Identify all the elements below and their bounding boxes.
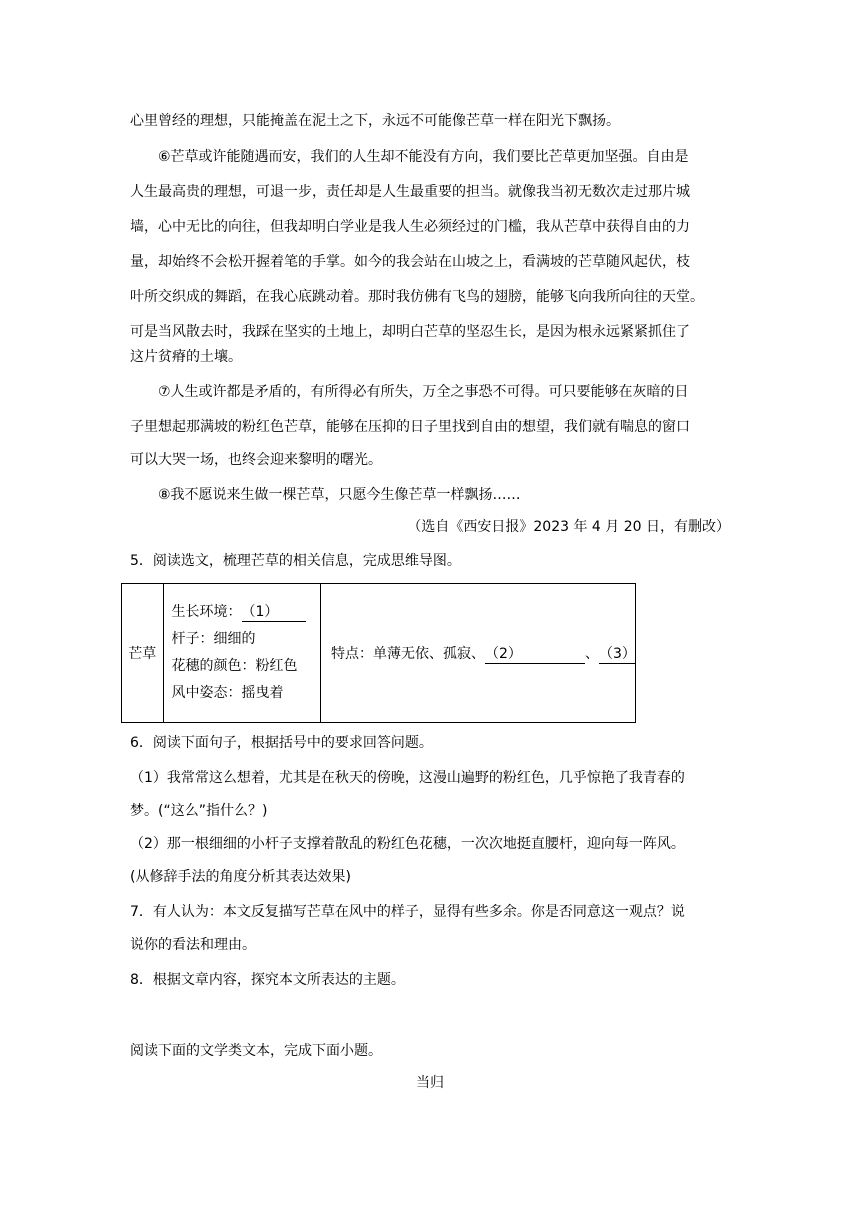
stem-row: 杆子：细细的	[171, 631, 256, 647]
source-citation: （选自《西安日报》2023 年 4 月 20 日，有删改）	[407, 519, 730, 535]
answer-blank-3[interactable]: （3）	[599, 645, 636, 662]
question-6-1: （1）我常常这么想着，尤其是在秋天的傍晚，这漫山遍野的粉红色，几乎惊艳了我青春的	[130, 770, 685, 786]
mind-map-root: 芒草	[122, 584, 164, 723]
question-6-2: （2）那一根细细的小杆子支撑着散乱的粉红色花穗，一次次地挺直腰杆，迎向每一阵风。	[130, 836, 685, 852]
growth-environment-row	[172, 599, 320, 626]
question-7: 7．有人认为：本文反复描写芒草在风中的样子，显得有些多余。你是否同意这一观点？说	[130, 904, 685, 920]
question-8: 8．根据文章内容，探究本文所表达的主题。	[130, 972, 405, 988]
wind-pose-row: 风中姿态：摇曳着	[171, 685, 284, 701]
paragraph-8: ⑧我不愿说来生做一棵芒草，只愿今生像芒草一样飘扬……	[158, 487, 521, 503]
flower-color-row: 花穗的颜色：粉红色	[171, 658, 298, 674]
mind-map-table	[121, 583, 636, 723]
paragraph-7: ⑦人生或许都是矛盾的，有所得必有所失，万全之事恐不可得。可只要能够在灰暗的日	[158, 384, 689, 400]
answer-blank-2[interactable]: （2）	[485, 645, 585, 664]
question-6-2-cont: (从修辞手法的角度分析其表达效果)	[130, 869, 351, 885]
passage-line: 心里曾经的理想，只能掩盖在泥土之下，永远不可能像芒草一样在阳光下飘扬。	[130, 113, 620, 129]
question-5: 5．阅读选文，梳理芒草的相关信息，完成思维导图。	[130, 553, 461, 569]
passage-line: 子里想起那满坡的粉红色芒草，能够在压抑的日子里找到自由的想望，我们就有喘息的窗口	[130, 419, 690, 435]
passage-line: 这片贫瘠的土壤。	[130, 349, 242, 365]
paragraph-6: ⑥芒草或许能随遇而安，我们的人生却不能没有方向，我们要比芒草更加坚强。自由是	[158, 149, 689, 165]
question-6: 6．阅读下面句子，根据括号中的要求回答问题。	[130, 735, 433, 751]
passage-line: 可是当风散去时，我踩在坚实的土地上，却明白芒草的坚忍生长，是因为根永远紧紧抓住了	[130, 324, 690, 340]
passage-line: 人生最高贵的理想，可退一步，责任却是人生最重要的担当。就像我当初无数次走过那片城	[130, 184, 690, 200]
question-7-cont: 说你的看法和理由。	[130, 937, 256, 953]
next-passage-title: 当归	[416, 1075, 444, 1091]
growth-environment-label: 生长环境：	[171, 604, 242, 620]
features-label: 特点：单薄无依、孤寂、	[331, 645, 485, 662]
passage-line: 可以大哭一场，也终会迎来黎明的曙光。	[130, 452, 382, 468]
passage-line: 墙，心中无比的向往，但我却明白学业是我人生必须经过的门槛，我从芒草中获得自由的力	[130, 219, 690, 235]
mind-map-attributes	[163, 584, 320, 723]
passage-line: 叶所交织成的舞蹈，在我心底跳动着。那时我仿佛有飞鸟的翅膀，能够飞向我所向往的天堂。	[130, 289, 704, 305]
next-section-intro: 阅读下面的文学类文本，完成下面小题。	[130, 1043, 382, 1059]
answer-blank-1[interactable]: （1）	[242, 603, 306, 622]
question-6-1-cont: 梦。(“这么”指什么？)	[130, 803, 268, 819]
passage-line: 量，却始终不会松开握着笔的手掌。如今的我会站在山坡之上，看满坡的芒草随风起伏，枝	[130, 254, 690, 270]
separator: 、	[585, 645, 599, 662]
mind-map-features	[321, 584, 636, 723]
